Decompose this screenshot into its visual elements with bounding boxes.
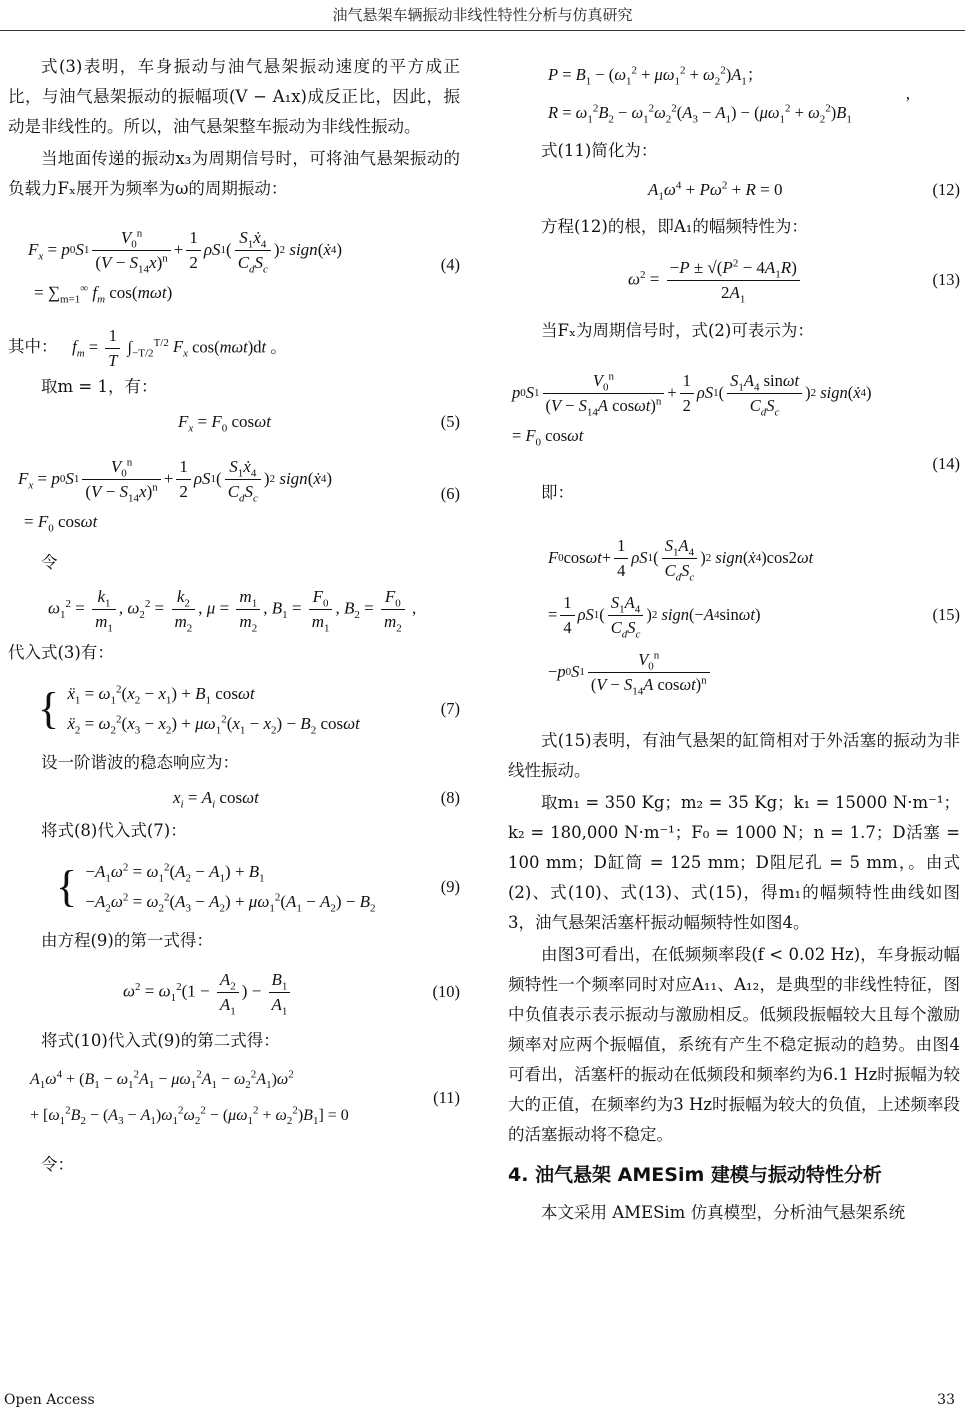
equation-14: p 0 S 1 $\frac{V_0^n}{(V - S_{14}A \cos\omega t)^n}$ + $\frac{1}{2}$ ρS 1 ( $\frac{S_1A_4 \sin\omega t}{C_dS_c}$ ) 2 sign ( ẋ 4 ) = $F_0$ cosωt (14) [508, 348, 960, 468]
equation-number: (9) [440, 877, 460, 896]
equation-6: $F_x$ = p 0 S 1 $\frac{V_0^n}{(V - S_{14}x)^n}$ + $\frac{1}{2}$ ρS 1 ( $\frac{S_1ẋ_4}{C_dS_c}$ ) 2 sign ( ẋ 4 ) = $F_0$ cosωt (6) [18, 455, 460, 534]
equation-13: $\omega^2$ = $\frac{-P \pm √(P^2 - 4A_1R)}{2A_1}$ (13) [628, 256, 960, 305]
equation-10: $\omega^2 = \omega_1^2(1$ − $\frac{A_2}{A_1}$ ) − $\frac{B_1}{A_1}$ (10) [123, 969, 460, 1017]
paragraph: 将式(10)代入式(9)的第二式得： [41, 1031, 280, 1050]
equation-number: (5) [440, 412, 460, 431]
paragraph: 令： [41, 1155, 74, 1174]
left-column [8, 52, 460, 1182]
paragraph: 取m = 1，有： [41, 377, 158, 396]
paragraph: 式(3)表明，车身振动与油气悬架振动速度的平方成正比，与油气悬架振动的振幅项(V − A₁x)成反正比，因此，振动是非线性的。所以，油气悬架整车振动为非线性振动。 [8, 57, 460, 136]
right-column [508, 52, 960, 1230]
running-header: 油气悬架车辆振动非线性特性分析与仿真研究 [332, 6, 633, 24]
paragraph: 代入式(3)有： [8, 643, 114, 662]
paragraph: 式(15)表明，有油气悬架的缸筒相对于外活塞的振动为非线性振动。 [508, 731, 960, 780]
paragraph: 本文采用 AMESim 仿真模型，分析油气悬架系统 [541, 1203, 906, 1222]
equation-p-r-definitions: $P = B_1 - (\omega_1^2 + \mu\omega_1^2 + \omega_2^2)A_1$； $R = \omega_1^2B_2 - \omega_1^2\omega_2^2(A_3 - A_1) - (\mu\omega_1^2 + \omega_2^2)B_1$ , [548, 64, 910, 126]
equation-12: $A_1\omega^4 + P\omega^2 + R = 0$ (12) [648, 179, 960, 203]
coefficient-definition: 其中： $f_m$ = $\frac{1}{T}$ $\int_{-T/2}^{T/2}$ $F_x$ cos(mωt)dt 。 [8, 325, 287, 370]
header-rule [0, 30, 965, 31]
paragraph: 由图3可看出，在低频频率段(f < 0.02 Hz)，车身振动幅频特性一个频率同时对应A₁₁、A₁₂，是典型的非线性特征，图中负值表示表示振动与激励相反。低频段振幅较大且每个激励频率对应两个振幅值，系统有产生不稳定振动的趋势。由图4可看出，活塞杆的振动在低频段和频率约为6.1 Hz时振幅为较大的正值，在频率约为3 Hz时振幅为较大的负值，上述频率段的活塞振动将不稳定。 [508, 945, 960, 1144]
equation-5: $F_x = F_0$ cosωt (5) [178, 412, 460, 435]
paragraph: 当地面传递的振动x₃为周期信号时，可将油气悬架振动的负载力Fₓ展开为频率为ω的周期振动： [8, 149, 460, 198]
paragraph: 将式(8)代入式(7)： [41, 821, 187, 840]
equation-number: (8) [440, 788, 460, 807]
paragraph: 当Fₓ为周期信号时，式(2)可表示为： [541, 321, 814, 340]
equation-number: (4) [440, 255, 460, 274]
equation-number: (12) [932, 180, 960, 199]
equation-number: (14) [932, 454, 960, 473]
equation-15: F 0 cos ωt + $\frac{1}{4}$ ρS 1 ( $\frac{S_1A_4}{C_dS_c}$ ) 2 sign ( ẋ 4 )cos2 ωt = $\frac{1}{4}$ ρS 1 ( $\frac{S_1A_4}{C_dS_c}$ ) 2 sign (− A 4 sin ωt ) − p 0 S 1 $\frac{V_0^n}{(V - S_{14}A \cos\omega t)^n}$ (15) [548, 535, 960, 697]
paragraph: 令 [41, 553, 58, 572]
paragraph: 由方程(9)的第一式得： [41, 931, 213, 950]
footer-open-access: Open Access [4, 1392, 95, 1408]
equation-9: { $-A_1\omega^2 = \omega_1^2(A_2 - A_1) + B_1$ $-A_2\omega^2 = \omega_2^2(A_3 - A_2) + \mu\omega_1^2(A_1 - A_2) - B_2$ (9) [56, 861, 460, 915]
paragraph: 即： [541, 483, 574, 502]
equation-number: (11) [433, 1088, 460, 1107]
paragraph: 方程(12)的根，即A₁的幅频特性为： [541, 217, 808, 236]
equation-8: $x_i = A_i$ cosωt (8) [173, 788, 460, 811]
paragraph: 取m₁ = 350 Kg；m₂ = 35 Kg；k₁ = 15000 N·m⁻¹；k₂ = 180,000 N·m⁻¹；F₀ = 1000 N；n = 1.7；D活塞 = 100 mm；D缸筒 = 125 mm；D阻尼孔 = 5 mm，。由式(2)、式(10)、式(13)、式(15)，得m₁的幅频特性曲线如图3，油气悬架活塞杆振动幅频特性如图4。 [508, 793, 960, 932]
equation-11: $A_1\omega^4 + (B_1 - \omega_1^2A_1 - \mu\omega_1^2A_1 - \omega_2^2A_1)\omega^2$ + $[\omega_1^2B_2 - (A_3 - A_1)\omega_1^2\omega_2^2 - (\mu\omega_1^2 + \omega_2^2)B_1] = 0$ (11) [30, 1068, 460, 1128]
page-number: 33 [937, 1392, 955, 1408]
paragraph: 式(11)简化为： [541, 141, 658, 160]
equation-number: (15) [932, 605, 960, 624]
parameter-definitions: $\omega_1^2$ = $\frac{k_1}{m_1}$ , $\omega_2^2$ = $\frac{k_2}{m_2}$ , μ = $\frac{m_1}{m_2}$ , $B_1$ = $\frac{F_0}{m_1}$ , $B_2$ = $\frac{F_0}{m_2}$ , [48, 586, 417, 634]
equation-number: (6) [440, 484, 460, 503]
equation-number: (10) [432, 982, 460, 1001]
section-heading: 4. 油气悬架 AMESim 建模与振动特性分析 [508, 1164, 882, 1186]
equation-7: { ẍ$_1$ = $\omega_1^2(x_2 - x_1) + B_1$ cosωt ẍ$_2$ = $\omega_2^2(x_3 - x_2) + \mu\omega_1^2(x_1 - x_2) - B_2$ cosωt (7) [38, 683, 460, 737]
equation-number: (13) [932, 270, 960, 289]
paragraph: 设一阶谐波的稳态响应为： [41, 753, 239, 772]
paragraph-lead: 其中： [8, 336, 58, 356]
equation-4: $F_x$ = p 0 S 1 $\frac{V_0^n}{(V - S_{14}x)^n}$ + $\frac{1}{2}$ ρS 1 ( $\frac{S_1ẋ_4}{C_dS_c}$ ) 2 sign ( ẋ 4 ) = $\sum_{m=1}^\infty$ $f_m$ cos(mωt) (4) [28, 226, 460, 305]
equation-number: (7) [440, 699, 460, 718]
